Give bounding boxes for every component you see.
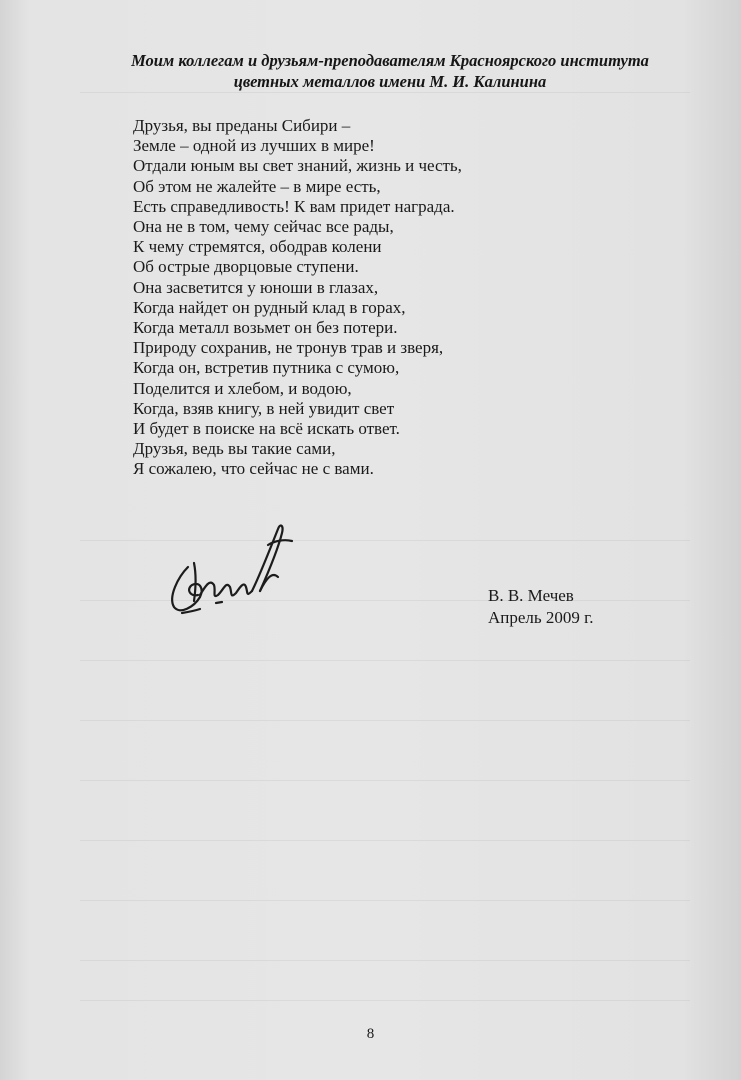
- poem-line: Есть справедливость! К вам придет награда.: [133, 196, 455, 216]
- poem-line: К чему стремятся, ободрав колени: [133, 237, 382, 257]
- bleed-through-line: [80, 840, 690, 841]
- handwritten-signature-icon: [160, 515, 300, 620]
- poem-line: Когда он, встретив путника с сумою,: [133, 358, 400, 378]
- dedication-heading: [80, 50, 700, 92]
- poem-line: Она не в том, чему сейчас все рады,: [133, 217, 394, 237]
- author-block: [488, 585, 593, 629]
- author-date: Апрель 2009 г.: [488, 608, 594, 627]
- bleed-through-line: [80, 960, 690, 961]
- poem-line: Когда, взяв книгу, в ней увидит свет: [133, 398, 395, 418]
- poem-line: Друзья, вы преданы Сибири –: [133, 116, 351, 135]
- dedication-line: цветных металлов имени М. И. Калинина: [233, 72, 547, 91]
- bleed-through-line: [80, 92, 690, 93]
- poem-body: [133, 116, 653, 480]
- dedication-line: Моим коллегам и друзьям-преподавателям Красноярского института: [131, 51, 649, 70]
- page-number: 8: [366, 1026, 375, 1042]
- bleed-through-line: [80, 1000, 690, 1001]
- poem-line: Поделится и хлебом, и водою,: [133, 378, 352, 398]
- poem-line: Природу сохранив, не тронув трав и зверя,: [133, 338, 444, 358]
- bleed-through-line: [80, 720, 690, 721]
- poem-line: Друзья, ведь вы такие сами,: [133, 439, 336, 459]
- poem-line: Когда металл возьмет он без потери.: [133, 318, 398, 338]
- poem-line: Я сожалею, что сейчас не с вами.: [133, 459, 374, 479]
- poem-line: Земле – одной из лучших в мире!: [133, 136, 375, 156]
- bleed-through-line: [80, 900, 690, 901]
- poem-line: Об этом не жалейте – в мире есть,: [133, 176, 381, 196]
- poem-line: Она засветится у юноши в глазах,: [133, 277, 379, 297]
- poem-line: Об острые дворцовые ступени.: [133, 257, 359, 277]
- author-name: В. В. Мечев: [488, 586, 574, 605]
- bleed-through-line: [80, 660, 690, 661]
- bleed-through-line: [80, 780, 690, 781]
- poem-line: Когда найдет он рудный клад в горах,: [133, 297, 406, 317]
- poem-line: Отдали юным вы свет знаний, жизнь и честь,: [133, 156, 462, 176]
- poem-line: И будет в поиске на всё искать ответ.: [133, 419, 400, 439]
